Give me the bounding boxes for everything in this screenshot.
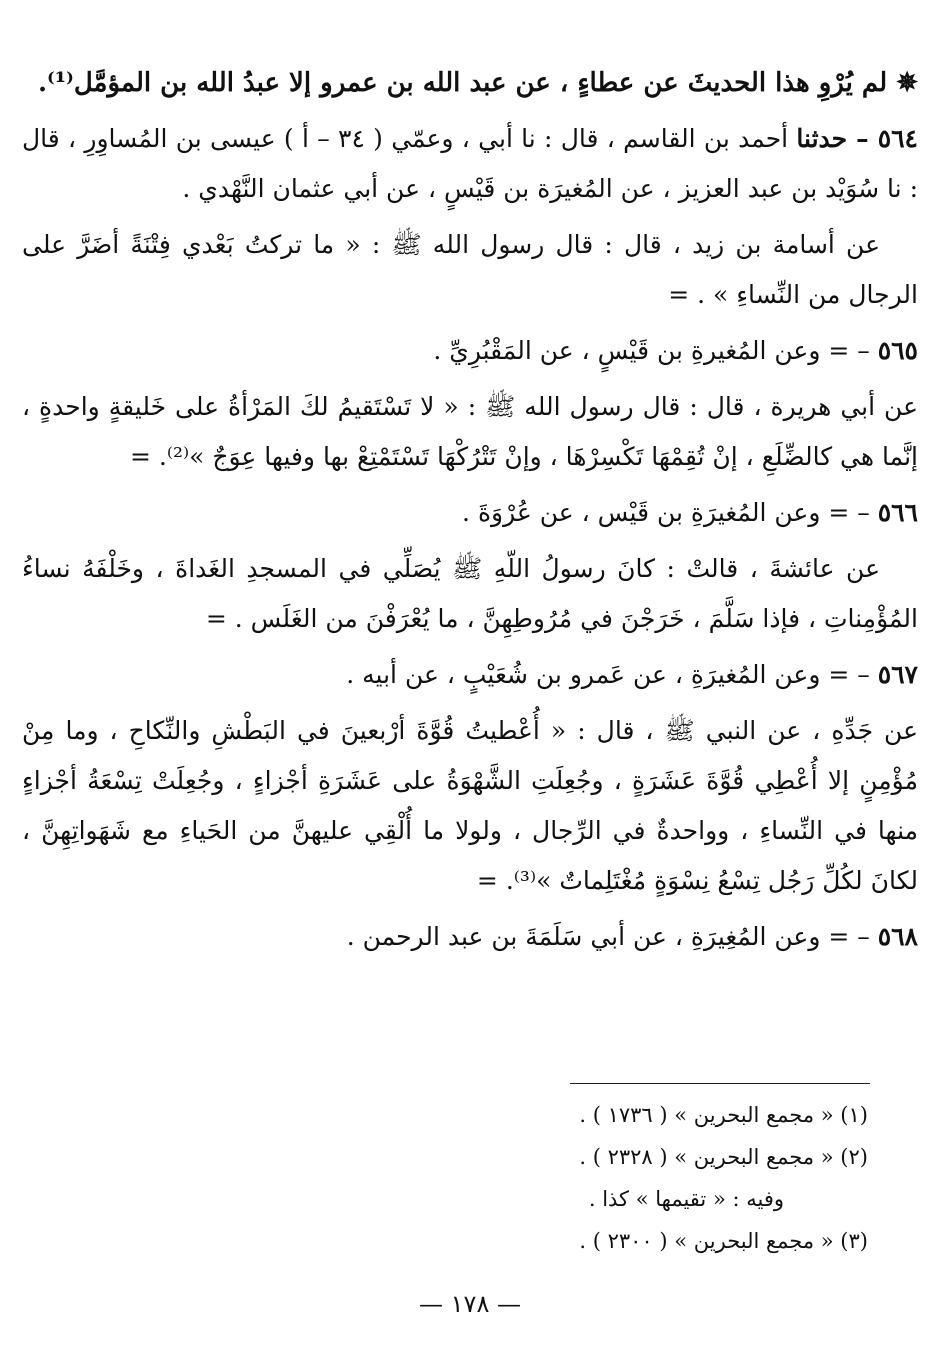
hadith-566-text: – = وعن المُغيرَةِ بن قَيْس ، عن عُرْوَةَ . <box>462 498 870 527</box>
hadith-568-text: – = وعن المُغِيرَةِ ، عن أبي سَلَمَةَ بن عبد الرحمن . <box>346 922 870 951</box>
hadith-565-isnad <box>22 326 918 376</box>
hadith-564-isnad <box>22 114 918 214</box>
hadith-567-isnad <box>22 650 918 700</box>
hadith-565-matn: عن أبي هريرة ، قال : قال رسول الله ﷺ : « لا تَسْتَقيمُ لكَ المَرْأةُ على خَليقةٍ واحدةٍ ، إنَّما هي كالضِّلَعِ ، إنْ تُقِمْهَا تَكْسِرْهَا ، وإنْ تَتْرُكْهَا تَسْتَمْتِعْ بها وفيها عِوَجٌ »⁽²⁾. = <box>22 392 918 471</box>
hadith-number-566: ٥٦٦ <box>877 498 918 527</box>
hadith-564-matn: عن أسامة بن زيد ، قال : قال رسول الله ﷺ : « ما تركتُ بَعْدي فِتْنَةً أضَرَّ على الرجال من النِّساءِ » . = <box>22 230 918 309</box>
page-body <box>22 58 918 962</box>
hadith-566-isnad <box>22 488 918 538</box>
hadith-intro-note: ✵ لم يُرْوِ هذا الحديثَ عن عطاءٍ ، عن عبد الله بن عمرو إلا عبدُ الله بن المؤمَّل⁽¹⁾. <box>37 68 918 98</box>
hadith-568-isnad <box>22 912 918 962</box>
hadith-number-567: ٥٦٧ <box>877 660 918 689</box>
hadith-number-568: ٥٦٨ <box>877 922 918 951</box>
footnotes <box>40 1094 868 1262</box>
hadith-567-matn: عن جَدِّهِ ، عن النبي ﷺ ، قال : « أُعْطيتُ قُوَّةَ أرْبعينَ في البَطْشِ والنِّكاحِ ، وما مِنْ مُؤْمِنٍ إلا أُعْطِي قُوَّةَ عَشَرَةٍ ، وجُعِلَتِ الشَّهْوَةُ على عَشَرَةِ أجْزاءٍ ، وجُعِلَتْ تِسْعَةُ أجْزاءٍ منها في النِّساءِ ، وواحدةٌ في الرِّجال ، ولولا ما أُلْقِي عليهنَّ من الحَياءِ مع شَهَواتِهِنَّ ، لكانَ لكُلِّ رَجُل تِسْعُ نِسْوَةٍ مُغْتَلِماتٌ »⁽³⁾. = <box>22 716 918 895</box>
hadith-564-text: أحمد بن القاسم ، قال : نا أبي ، وعمّي ( ٣٤ – أ ) عيسى بن المُساوِرِ ، قال : نا سُوَيْد بن عبد العزيز ، عن المُغيرَة بن قَيْسٍ ، عن أبي عثمان النَّهْدي . <box>22 124 918 203</box>
footnote-2-note: وفيه : « تقيمها » كذا . <box>588 1187 784 1211</box>
hadith-number-564: ٥٦٤ – حدثنا <box>796 124 918 153</box>
footnote-3: (٣) « مجمع البحرين » ( ٢٣٠٠ ) . <box>579 1229 868 1253</box>
hadith-566-matn: عن عائشةَ ، قالتْ : كانَ رسولُ اللّهِ ﷺ يُصَلِّي في المسجدِ الغَداةَ ، وخَلْفَهُ نساءُ المُؤْمِناتِ ، فإذا سَلَّمَ ، خَرَجْنَ في مُرُوطِهِنَّ ، ما يُعْرَفْنَ من الغَلَس . = <box>22 554 918 633</box>
hadith-565-text: – = وعن المُغيرةِ بن قَيْسٍ ، عن المَقْبُرِيِّ . <box>433 336 870 365</box>
footnote-2: (٢) « مجمع البحرين » ( ٢٣٢٨ ) . <box>579 1145 868 1169</box>
page-number: — ١٧٨ — <box>419 1290 521 1318</box>
hadith-567-text: – = وعن المُغيرَةِ ، عن عَمرو بن شُعَيْبٍ ، عن أبيه . <box>346 660 870 689</box>
footnote-divider <box>570 1083 870 1084</box>
footnote-1: (١) « مجمع البحرين » ( ١٧٣٦ ) . <box>579 1103 868 1127</box>
hadith-number-565: ٥٦٥ <box>877 336 918 365</box>
